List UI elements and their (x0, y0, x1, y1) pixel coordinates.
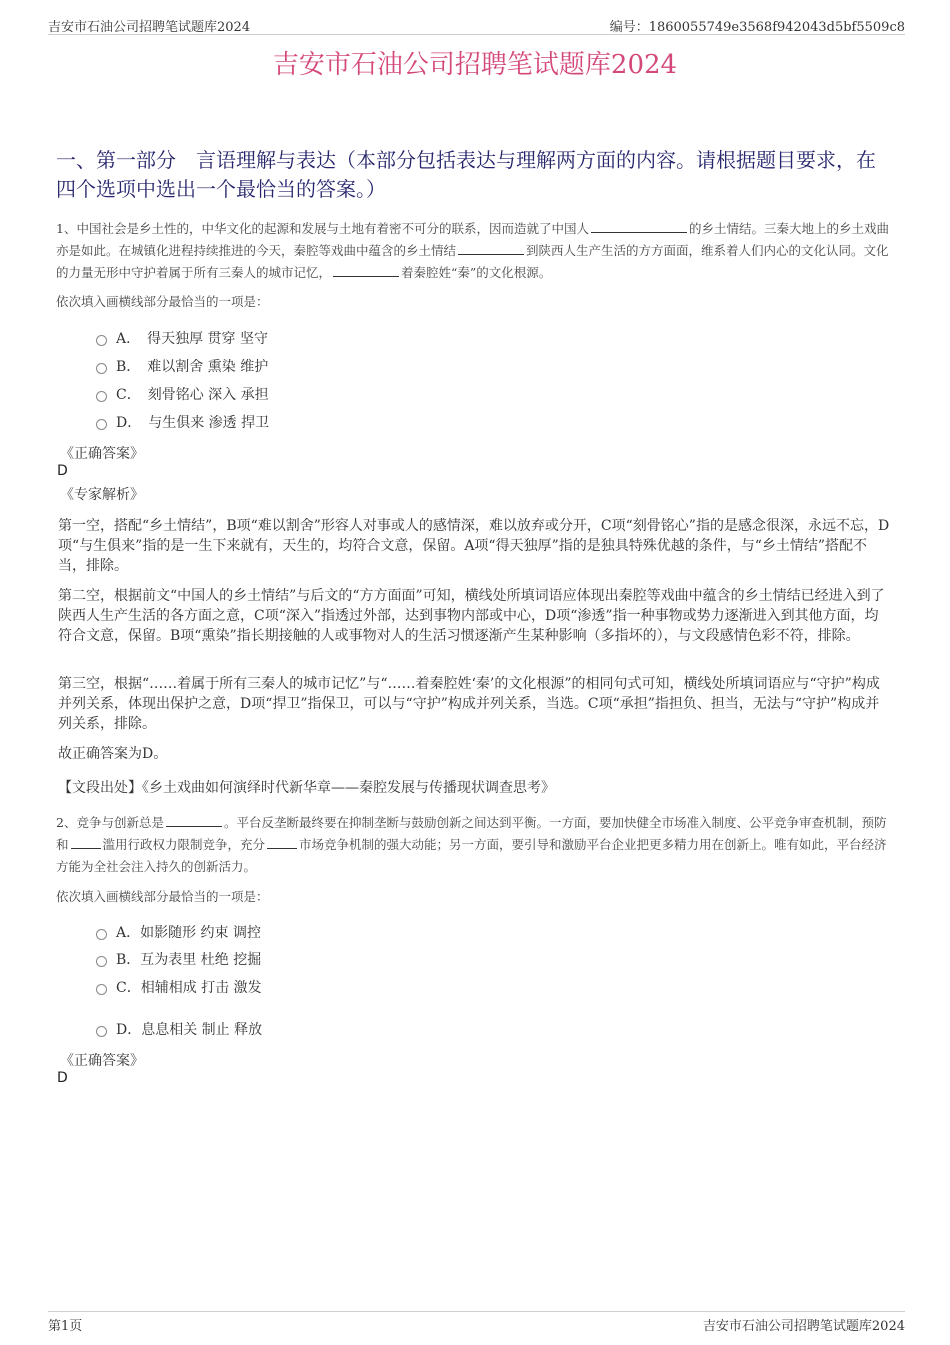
q2-text-part: 市场竞争机制的强大动能；另一方面，要引导和激励平台企业把更多精力用在创新上。唯有如此，平台经济方能为全社会注入持久的创新活力。 (56, 837, 887, 874)
option-label: A． 得天独厚 贯穿 坚守 (116, 331, 269, 347)
question-1-text (56, 218, 892, 284)
q2-answer: D (57, 1070, 68, 1086)
q2-option-a[interactable] (96, 923, 261, 943)
answer-blank (458, 242, 524, 255)
radio-circle-icon[interactable] (96, 1026, 107, 1037)
option-label: C．相辅相成 打击 激发 (116, 980, 262, 996)
q1-answer-label: 《正确答案》 (60, 446, 144, 462)
header-doc-id: 编号：1860055749e3568f942043d5bf5509c8 (609, 20, 905, 35)
radio-circle-icon[interactable] (96, 929, 107, 940)
option-label: C． 刻骨铭心 深入 承担 (116, 387, 269, 403)
q1-option-d[interactable] (96, 413, 269, 433)
question-1-prompt: 依次填入画横线部分最恰当的一项是： (56, 294, 269, 309)
q2-option-b[interactable] (96, 950, 261, 970)
q1-option-a[interactable] (96, 329, 268, 349)
q1-explanation-3: 第三空，根据“……着属于所有三秦人的城市记忆”与“……着秦腔姓‘秦’的文化根源”的相同句式可知，横线处所填词语应与“守护”构成并列关系，体现出保护之意，D项“捍卫”指保卫，可以与“守护”构成并列关系，当选。C项“承担”指担负、担当，无法与“守护”构成并列关系，排除。 (58, 676, 880, 732)
q1-text-part: 1、中国社会是乡土性的，中华文化的起源和发展与土地有着密不可分的联系，因而造就了中国人 (56, 221, 589, 236)
radio-circle-icon[interactable] (96, 335, 107, 346)
q1-answer: D (57, 463, 68, 479)
q1-option-b[interactable] (96, 357, 268, 377)
page-title: 吉安市石油公司招聘笔试题库2024 (272, 50, 678, 80)
section-heading: 一、第一部分 言语理解与表达（本部分包括表达与理解两方面的内容。请根据题目要求，在四个选项中选出一个最恰当的答案。） (56, 148, 876, 201)
q1-explanation-1: 第一空，搭配“乡土情结”，B项“难以割舍”形容人对事或人的感情深，难以放弃或分开，C项“刻骨铭心”指的是感念很深，永远不忘，D项“与生俱来”指的是一生下来就有，天生的，均符合文意，保留。A项“得天独厚”指的是独具特殊优越的条件，与“乡土情结”搭配不当，排除。 (58, 518, 890, 574)
q1-source: 【文段出处】《乡土戏曲如何演绎时代新华章——秦腔发展与传播现状调查思考》 (58, 780, 555, 796)
q2-option-c[interactable] (96, 978, 262, 998)
q1-text-part: 的乡土情结。三秦大地上的乡土戏曲亦是如此。在城镇化进程持续推进的今天，秦腔等戏曲中蕴含的乡土情结 (56, 221, 889, 258)
option-label: D． 与生俱来 渗透 捍卫 (116, 415, 270, 431)
page-header (48, 14, 905, 35)
option-label: D．息息相关 制止 释放 (116, 1022, 263, 1038)
radio-circle-icon[interactable] (96, 363, 107, 374)
q2-text-part: 。平台反垄断最终要在抑制垄断与鼓励创新之间达到平衡。一方面，要加快健全市场准入制度、公平竞争审查机制，预防和 (56, 815, 887, 852)
answer-blank (333, 264, 399, 277)
answer-blank (267, 836, 297, 849)
q1-text-part: 着秦腔姓“秦”的文化根源。 (401, 265, 552, 280)
page-footer (48, 1311, 905, 1332)
q1-option-c[interactable] (96, 385, 269, 405)
answer-blank (71, 836, 101, 849)
radio-circle-icon[interactable] (96, 984, 107, 995)
q2-option-d[interactable] (96, 1020, 262, 1040)
question-2-text (56, 812, 892, 878)
header-left-text: 吉安市石油公司招聘笔试题库2024 (48, 20, 251, 35)
q1-text-part: 到陕西人生产生活的方方面面，维系着人们内心的文化认同。文化的力量无形中守护着属于所有三秦人的城市记忆， (56, 243, 889, 280)
option-label: A．如影随形 约束 调控 (116, 925, 262, 941)
question-2-prompt: 依次填入画横线部分最恰当的一项是： (56, 889, 269, 904)
q1-analysis-label: 《专家解析》 (60, 487, 144, 503)
option-label: B． 难以割舍 熏染 维护 (116, 359, 269, 375)
q1-explanation-4: 故正确答案为D。 (58, 746, 168, 762)
footer-title: 吉安市石油公司招聘笔试题库2024 (702, 1319, 905, 1334)
q1-explanation-2: 第二空，根据前文“中国人的乡土情结”与后文的“方方面面”可知，横线处所填词语应体现出秦腔等戏曲中蕴含的乡土情结已经进入到了陕西人生产生活的各方面之意，C项“深入”指透过外部，达到事物内部或中心，D项“渗透”指一种事物或势力逐渐进入到其他方面，均符合文意，保留。B项“熏染”指长期接触的人或事物对人的生活习惯逐渐产生某种影响（多指坏的），与文段感情色彩不符，排除。 (58, 588, 885, 644)
radio-circle-icon[interactable] (96, 419, 107, 430)
page-number: 第1页 (48, 1319, 83, 1334)
radio-circle-icon[interactable] (96, 391, 107, 402)
q2-text-part: 2、竞争与创新总是 (56, 815, 164, 830)
answer-blank (591, 220, 687, 233)
q2-answer-label: 《正确答案》 (60, 1053, 144, 1069)
radio-circle-icon[interactable] (96, 956, 107, 967)
answer-blank (166, 814, 222, 827)
option-label: B．互为表里 杜绝 挖掘 (116, 952, 262, 968)
q2-text-part: 滥用行政权力限制竞争，充分 (102, 837, 266, 852)
